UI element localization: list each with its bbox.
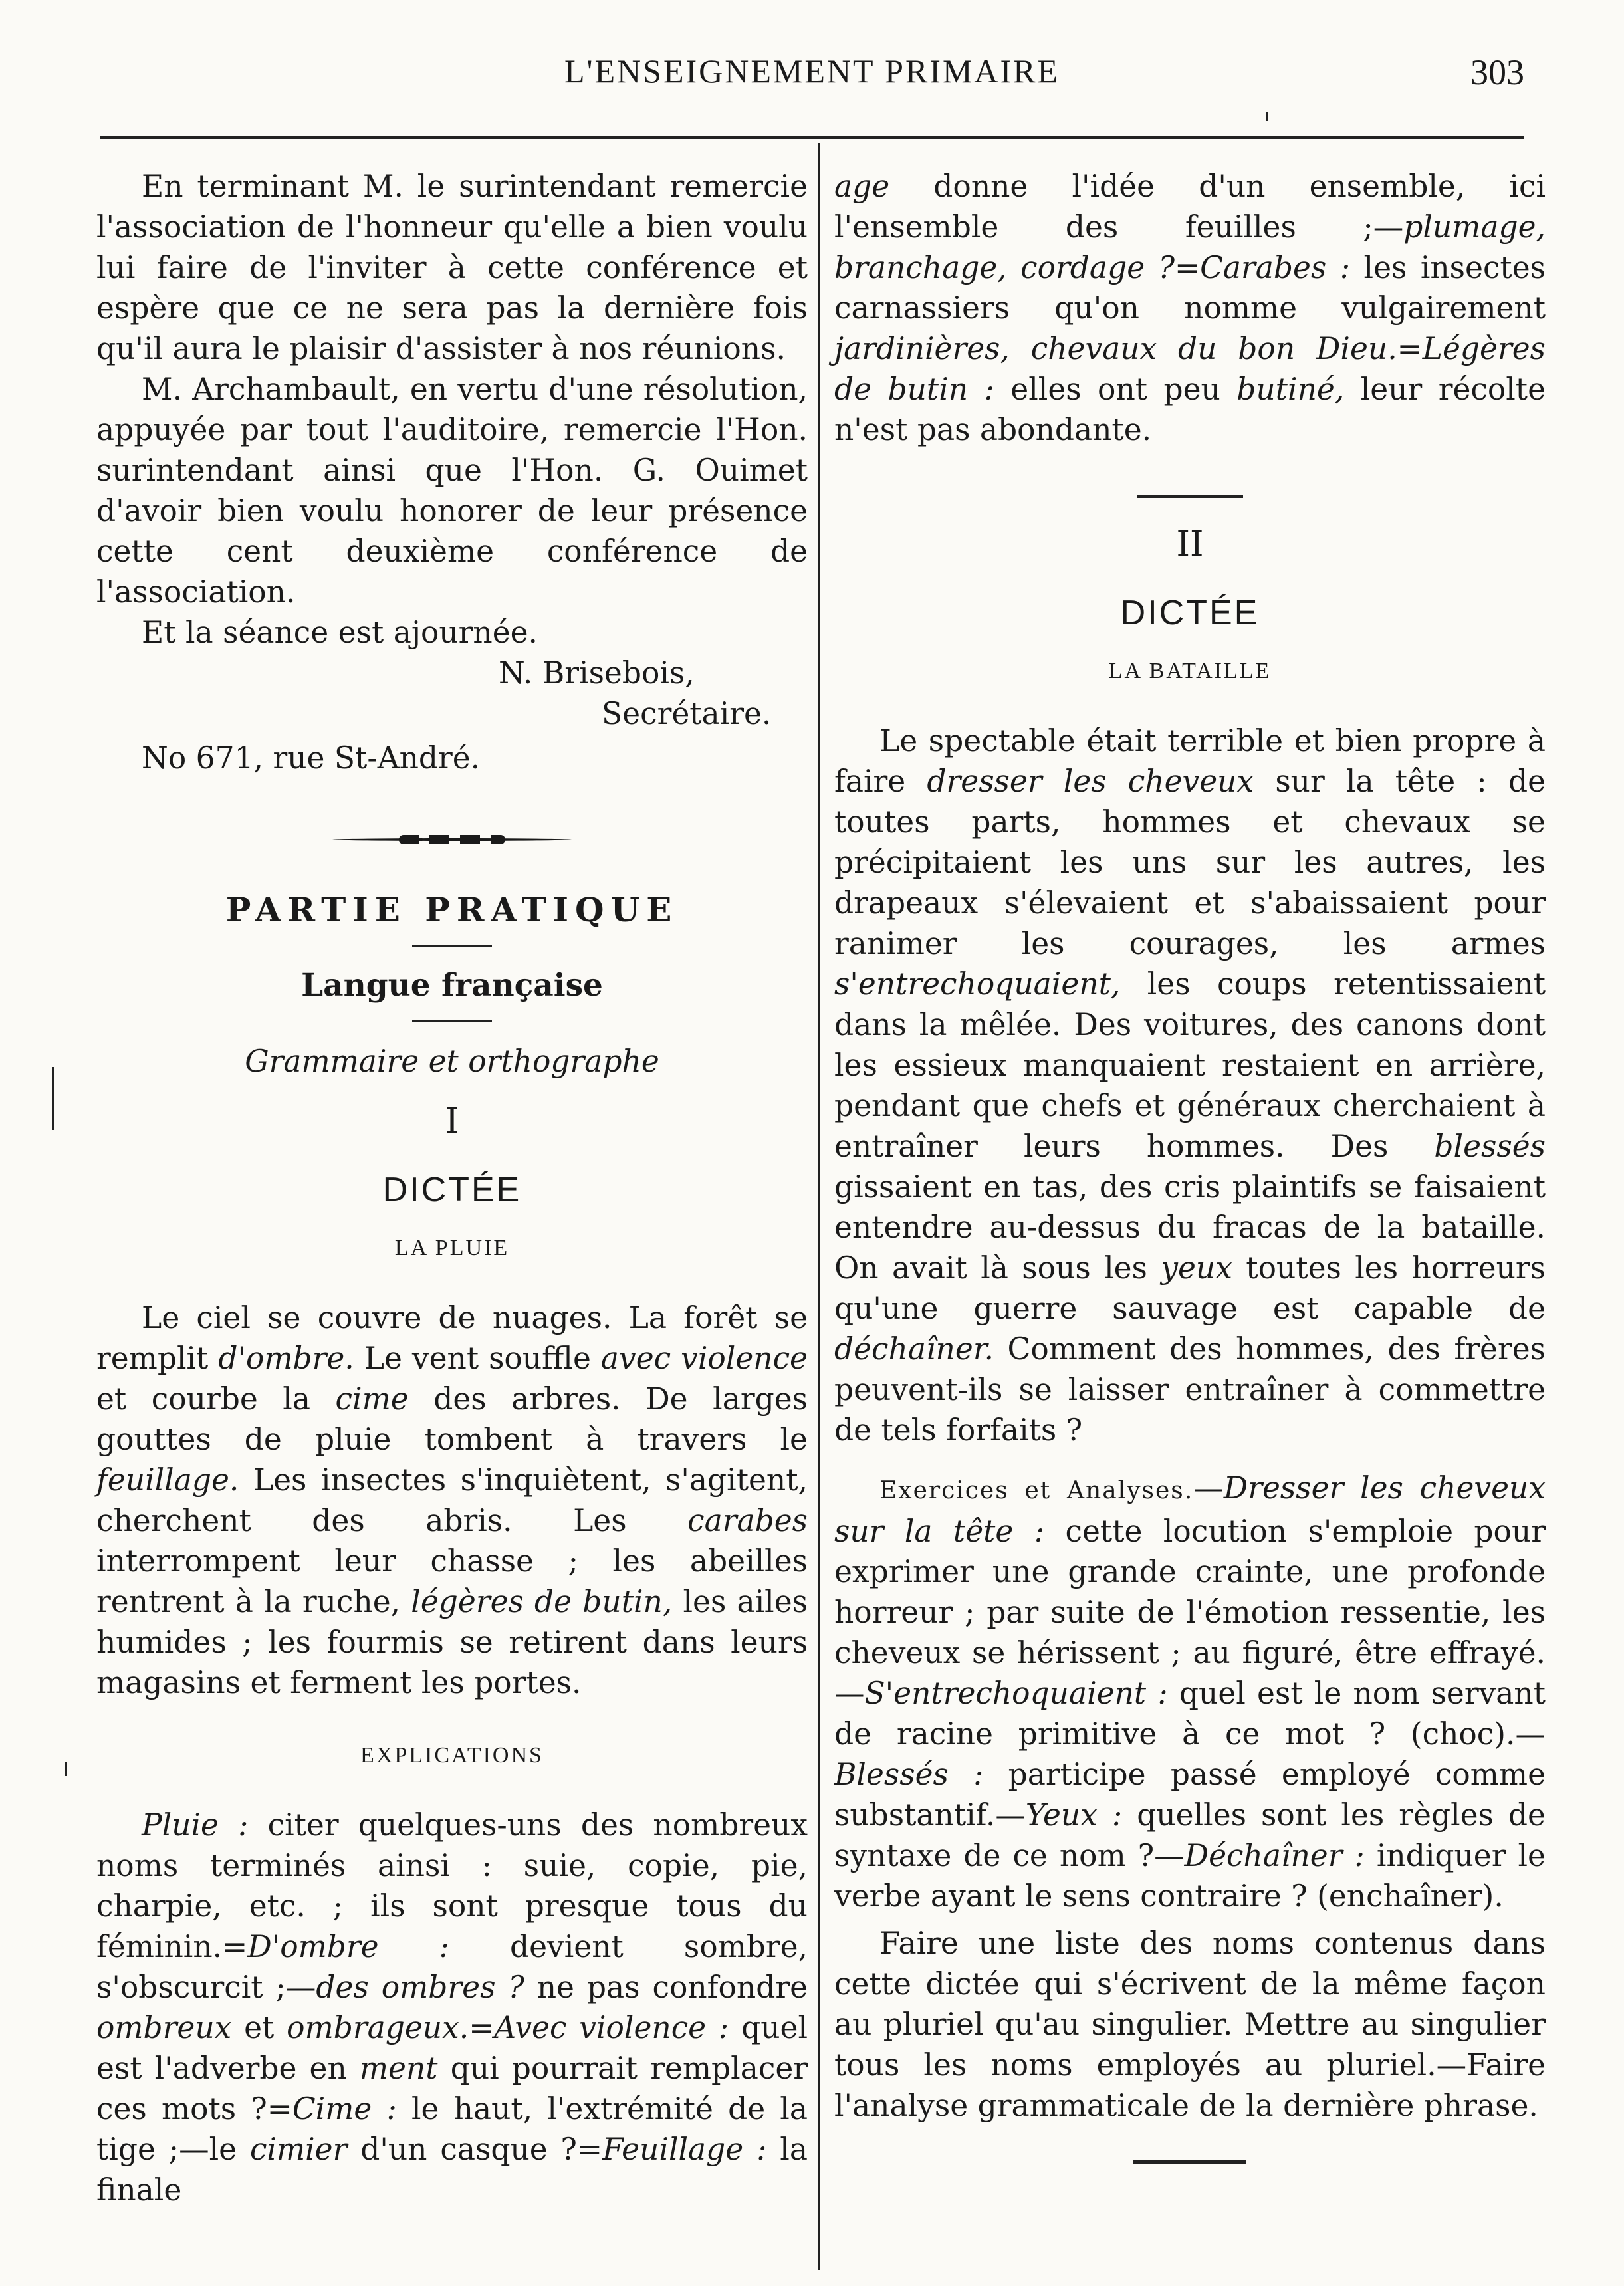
roman-numeral: II xyxy=(1176,524,1204,564)
dictee-heading: DICTÉE xyxy=(1120,594,1260,632)
closing-paragraph: En terminant M. le surintendant remercie l'association de l'honneur qu'elle a bien voulu lui faire de l'inviter à cette conférence et espère que ce ne sera pas la dernière fois qu'il aura le plaisir d'assister à nos réunions. xyxy=(96,169,808,366)
explications-continued: age donne l'idée d'un ensemble, ici l'ensemble des feuilles ;—plumage, branchage, cordage ?=Carabes : les insectes carnassiers qu'on nomme vulgairement jardinières, chevaux du bon Dieu.=Légères de butin : elles ont peu butiné, leur récolte n'est pas abondante. xyxy=(834,169,1546,447)
margin-mark xyxy=(1266,112,1268,121)
left-column xyxy=(96,166,808,2210)
header-rule xyxy=(100,136,1524,139)
dictee-subtitle: LA PLUIE xyxy=(394,1236,510,1260)
right-column xyxy=(834,166,1546,2164)
explications-text: Pluie : citer quelques-uns des nombreux noms terminés ainsi : suie, copie, pie, charpie, etc. ; ils sont presque tous du féminin.=D'ombre : devient sombre, s'obscurcit ;—des ombres ? ne pas confondre ombreux et ombrageux.=Avec violence : quel est l'adverbe en ment qui pourrait remplacer ces mots ?=Cime : le haut, l'extrémité de la tige ;—le cimier d'un casque ?=Feuillage : la finale xyxy=(96,1807,808,2208)
end-rule xyxy=(1133,2160,1246,2164)
running-title: L'ENSEIGNEMENT PRIMAIRE xyxy=(564,53,1060,90)
dictee-subtitle: LA BATAILLE xyxy=(1108,659,1272,683)
address: No 671, rue St-André. xyxy=(142,741,481,776)
topic-title: Grammaire et orthographe xyxy=(245,1044,659,1079)
short-rule xyxy=(412,945,492,947)
resolution-paragraph: M. Archambault, en vertu d'une résolution, appuyée par tout l'auditoire, remercie l'Hon. surintendant ainsi que l'Hon. G. Ouimet d'avoir bien voulu honorer de leur présence cette cent deuxième conférence de l'association. xyxy=(96,372,808,610)
margin-mark xyxy=(52,1067,54,1130)
subsection-title: Langue française xyxy=(301,967,603,1004)
running-head xyxy=(100,52,1524,105)
section-rule xyxy=(1137,495,1243,498)
exercices-paragraph: Exercices et Analyses.—Dresser les cheveux sur la tête : cette locution s'emploie pour exprimer une grande crainte, une profonde horreur ; par suite de l'émotion ressentie, les cheveux se hérissent ; au figuré, être effrayé.—S'entrechoquaient : quel est le nom servant de racine primitive à ce mot ? (choc).—Blessés : participe passé employé comme substantif.—Yeux : quelles sont les règles de syntaxe de ce nom ?—Déchaîner : indiquer le verbe ayant le sens contraire ? (enchaîner). xyxy=(834,1470,1546,1914)
dictee-text: Le spectable était terrible et bien propre à faire dresser les cheveux sur la tête : de toutes parts, hommes et chevaux se précipitaient les uns sur les autres, les drapeaux s'élevaient et s'abaissaient pour ranimer les courages, les armes s'entrechoquaient, les coups retentissaient dans la mêlée. Des voitures, des canons dont les essieux manquaient restaient en arrière, pendant que chefs et généraux cherchaient à entraîner leurs hommes. Des blessés gissaient en tas, des cris plaintifs se faisaient entendre au-dessus du fracas de la bataille. On avait là sous les yeux toutes les horreurs qu'une guerre sauvage est capable de déchaîner. Comment des hommes, des frères peuvent-ils se laisser entraîner à commettre de tels forfaits ? xyxy=(834,723,1546,1448)
section-title: PARTIE PRATIQUE xyxy=(225,890,679,929)
dictee-heading: DICTÉE xyxy=(382,1171,522,1209)
page-number: 303 xyxy=(1470,53,1524,92)
column-rule xyxy=(818,143,820,2270)
section-ornament xyxy=(332,835,572,844)
faire-paragraph: Faire une liste des noms contenus dans cette dictée qui s'écrivent de la même façon au pluriel qu'au singulier. Mettre au singulier tous les noms employés au pluriel.—Faire l'analyse grammaticale de la dernière phrase. xyxy=(834,1926,1546,2123)
roman-numeral: I xyxy=(445,1101,459,1141)
adjourned-paragraph: Et la séance est ajournée. xyxy=(142,615,538,650)
dictee-text: Le ciel se couvre de nuages. La forêt se remplit d'ombre. Le vent souffle avec violence et courbe la cime des arbres. De larges gouttes de pluie tombent à travers le feuillage. Les insectes s'inquiètent, s'agitent, cherchent des abris. Les carabes interrompent leur chasse ; les abeilles rentrent à la ruche, légères de butin, les ailes humides ; les fourmis se retirent dans leurs magasins et ferment les portes. xyxy=(96,1300,808,1700)
signature-title: Secrétaire. xyxy=(602,696,772,731)
short-rule xyxy=(412,1020,492,1022)
explications-heading: EXPLICATIONS xyxy=(360,1743,544,1768)
signature-name: N. Brisebois, xyxy=(499,655,695,691)
margin-mark xyxy=(65,1762,67,1776)
